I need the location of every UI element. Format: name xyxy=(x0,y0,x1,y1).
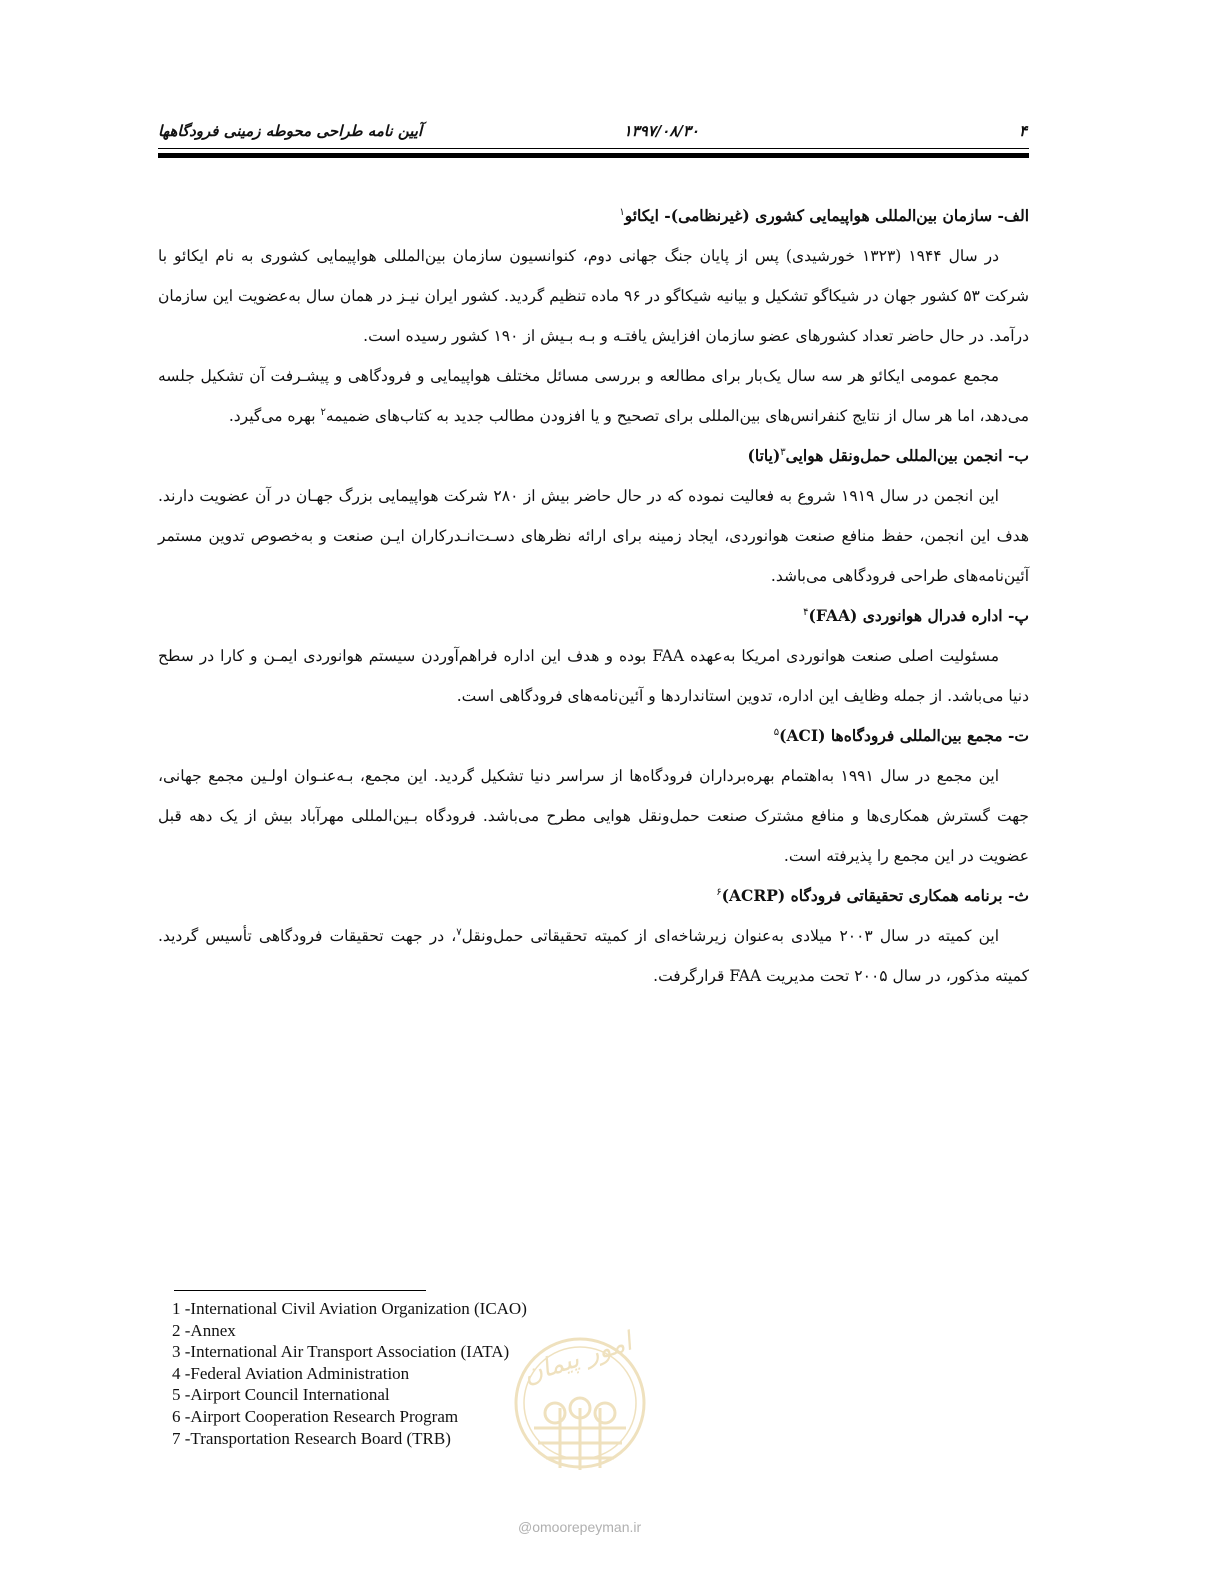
section-heading-acrp: ث- برنامه همکاری تحقیقاتی فرودگاه (ACRP)$^۶$ xyxy=(716,886,1029,905)
section-heading-iata: ب- انجمن بین‌المللی حمل‌ونقل هوایی$^۳$(یاتا) xyxy=(747,446,1029,465)
paragraph: این انجمن در سال ۱۹۱۹ شروع به فعالیت نموده که در حال حاضر بیش از ۲۸۰ شرکت هواپیمایی بزرگ جهـان در آن عضویت دارند. هدف این انجمن، حفظ منافع صنعت هوانوردی، ایجاد زمینه برای ارائه نظرهای دسـت‌انـدرکاران ایـن صنعت و به‌خصوص تدوین مستمر آئین‌نامه‌های طراحی فرودگاهی می‌باشد. xyxy=(158,487,1029,585)
footnote-item: 1 -International Civil Aviation Organization (ICAO) xyxy=(172,1299,527,1318)
header-title: آیین نامه طراحی محوطه زمینی فرودگاهها xyxy=(158,122,423,140)
paragraph: در سال ۱۹۴۴ (۱۳۲۳ خورشیدی) پس از پایان جنگ جهانی دوم، کنوانسیون سازمان بین‌المللی هواپیمایی کشوری به نام ایکائو با شرکت ۵۳ کشور جهان در شیکاگو تشکیل و بیانیه شیکاگو در ۹۶ ماده تنظیم گردید. کشور ایران نیـز در همان سال به‌عضویت این سازمان درآمد. در حال حاضر تعداد کشورهای عضو سازمان افزایش یافتـه و بـه بـیش از ۱۹۰ کشور رسیده است. xyxy=(158,247,1029,345)
paragraph: این کمیته در سال ۲۰۰۳ میلادی به‌عنوان زیرشاخه‌ای از کمیته تحقیقاتی حمل‌ونقل$^۷$، در جهت تحقیقات فرودگاهی تأسیس گردید. کمیته مذکور، در سال ۲۰۰۵ تحت مدیریت FAA قرارگرفت. xyxy=(158,926,1029,985)
footnote-ref: ۶ xyxy=(716,886,722,898)
footnote-ref: ۲ xyxy=(320,406,326,418)
footnote-item: 6 -Airport Cooperation Research Program xyxy=(172,1406,459,1426)
header-date: ۱۳۹۷/۰۸/۳۰ xyxy=(623,122,699,140)
footnote-item: 5 -Airport Council International xyxy=(172,1385,390,1405)
footnote-ref: ۵ xyxy=(773,726,780,738)
footnote-item: 2 -Annex xyxy=(172,1320,236,1340)
footnote-separator xyxy=(174,1290,426,1291)
header-rule-thin xyxy=(158,148,1029,149)
footnote-ref: ۳ xyxy=(780,446,786,458)
watermark-logo-icon xyxy=(510,1308,650,1498)
footnote-ref: ۴ xyxy=(803,606,809,618)
footnote-ref: ۷ xyxy=(456,926,462,938)
footnote-item: 7 -Transportation Research Board (TRB) xyxy=(172,1428,451,1448)
header-rule-thick xyxy=(158,153,1029,158)
footnote-item: 3 -International Air Transport Association (IATA) xyxy=(172,1342,510,1362)
footnote-ref: ۱ xyxy=(619,206,625,218)
paragraph: مجمع عمومی ایکائو هر سه سال یک‌بار برای مطالعه و بررسی مسائل مختلف هواپیمایی و فرودگاهی و پیشـرفت آن تشکیل جلسه می‌دهد، اما هر سال از نتایج کنفرانس‌های بین‌المللی برای تصحیح و یا افزودن مطالب جدید به کتاب‌های ضمیمه$^۲$ بهره می‌گیرد. xyxy=(158,367,1029,425)
svg-text:امور پیمان: امور پیمان xyxy=(519,1326,636,1391)
watermark-url: @omoorepeyman.ir xyxy=(518,1519,642,1535)
paragraph: این مجمع در سال ۱۹۹۱ به‌اهتمام بهره‌برداران فرودگاه‌ها از سراسر دنیا تشکیل گردید. این مجمع، بـه‌عنـوان اولـین مجمع جهانی، جهت گسترش همکاری‌ها و منافع مشترک صنعت حمل‌ونقل هوایی مطرح می‌باشد. فرودگاه بـین‌المللی مهرآباد بیش از یک دهه قبل عضویت در این مجمع را پذیرفته است. xyxy=(158,767,1029,865)
body-content xyxy=(158,196,1029,996)
page-header xyxy=(158,120,1029,146)
section-heading-aci: ت- مجمع بین‌المللی فرودگاه‌ها (ACI)$^۵$ xyxy=(773,726,1029,745)
paragraph: مسئولیت اصلی صنعت هوانوردی امریکا به‌عهده FAA بوده و هدف این اداره فراهم‌آوردن سیستم هوانوردی ایمـن و کارا در سطح دنیا می‌باشد. از جمله وظایف این اداره، تدوین استانداردها و آئین‌نامه‌های فرودگاهی است. xyxy=(158,647,1029,705)
section-heading-icao: الف- سازمان بین‌المللی هواپیمایی کشوری (غیرنظامی)- ایکائو$^۱$ xyxy=(619,206,1029,225)
page-number: ۴ xyxy=(1018,122,1027,140)
footnote-item: 4 -Federal Aviation Administration xyxy=(172,1363,410,1383)
section-heading-faa: پ- اداره فدرال هوانوردی (FAA)$^۴$ xyxy=(803,606,1029,625)
